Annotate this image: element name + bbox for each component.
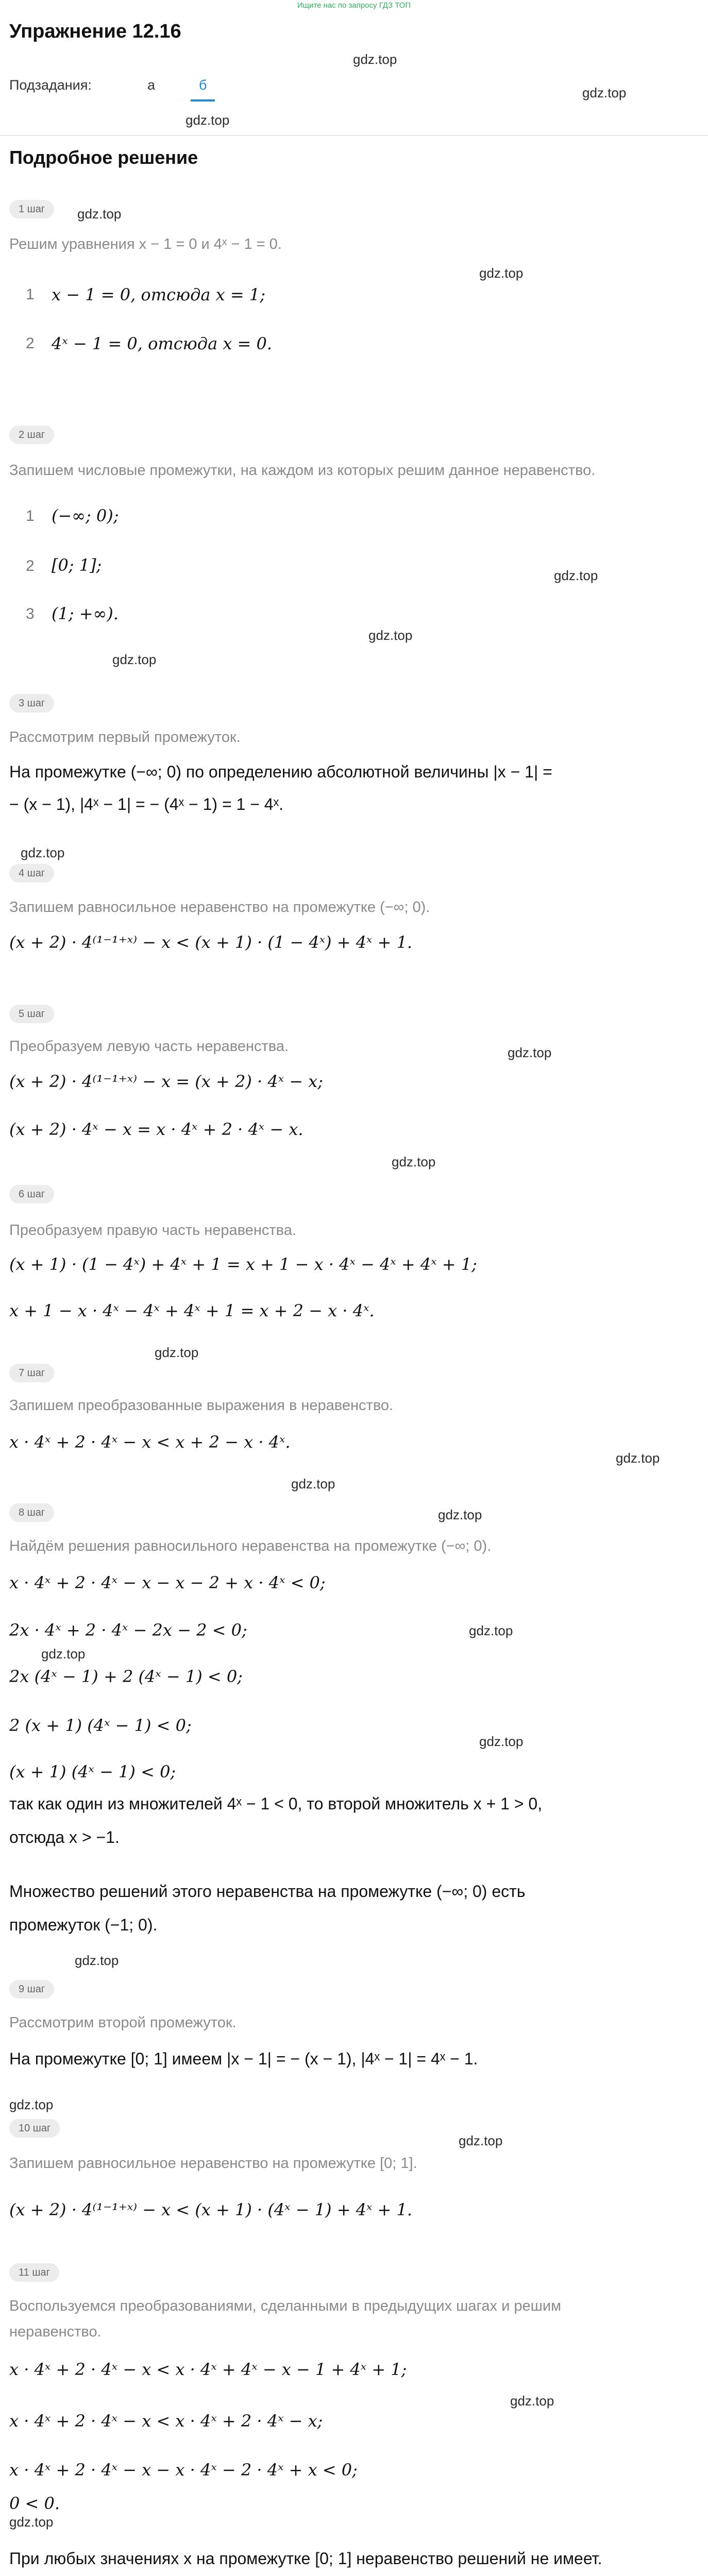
watermark: gdz.top — [41, 1646, 86, 1662]
text-line: На промежутке [0; 1] имеем |x − 1| = − (x − 1), |4ˣ − 1| = 4ˣ − 1. — [9, 2049, 478, 2068]
top-notice[interactable]: Ищите нас по запросу ГДЗ ТОП — [297, 1, 411, 10]
text-line: На промежутке (−∞; 0) по определению абсолютной величины |x − 1| = — [9, 762, 552, 781]
watermark: gdz.top — [77, 206, 122, 222]
step-label-9: 9 шаг — [9, 1980, 54, 1998]
formula-line: (x + 1) · (1 − 4ˣ) + 4ˣ + 1 = x + 1 − x · 4ˣ − 4ˣ + 4ˣ + 1; — [9, 1255, 477, 1274]
watermark: gdz.top — [186, 112, 230, 128]
text-line: отсюда x > −1. — [9, 1828, 120, 1846]
list-number: 2 — [26, 557, 35, 574]
formula-line: x · 4ˣ + 2 · 4ˣ − x < x · 4ˣ + 2 · 4ˣ − x; — [9, 2411, 323, 2431]
text-line: промежуток (−1; 0). — [9, 1916, 158, 1934]
step-label-2: 2 шаг — [9, 426, 54, 444]
list-item: [0; 1]; — [52, 555, 102, 575]
watermark: gdz.top — [9, 2514, 54, 2530]
step-note-4: Запишем равносильное неравенство на промежутке (−∞; 0). — [9, 899, 430, 916]
watermark: gdz.top — [459, 2133, 503, 2148]
step-label-11: 11 шаг — [9, 2263, 59, 2282]
watermark: gdz.top — [112, 652, 157, 667]
step-note-7: Запишем преобразованные выражения в неравенство. — [9, 1397, 394, 1414]
step-label-1: 1 шаг — [9, 200, 54, 218]
step-note-11: Воспользуемся преобразованиями, сделанными в предыдущих шагах и решим — [9, 2298, 562, 2314]
list-number: 1 — [26, 286, 35, 303]
watermark: gdz.top — [616, 1450, 660, 1466]
watermark: gdz.top — [368, 628, 413, 643]
step-note-10: Запишем равносильное неравенство на промежутке [0; 1]. — [9, 2155, 417, 2172]
step-note-6: Преобразуем правую часть неравенства. — [9, 1222, 296, 1239]
formula-line: 2 (x + 1) (4ˣ − 1) < 0; — [9, 1716, 192, 1735]
watermark: gdz.top — [291, 1476, 335, 1492]
step-label-10: 10 шаг — [9, 2119, 60, 2138]
formula-line: x · 4ˣ + 2 · 4ˣ − x < x + 2 − x · 4ˣ. — [9, 1432, 291, 1452]
watermark: gdz.top — [582, 85, 627, 100]
watermark: gdz.top — [75, 1953, 119, 1968]
watermark: gdz.top — [353, 52, 397, 67]
step-label-3: 3 шаг — [9, 694, 54, 713]
formula-line: x · 4ˣ + 2 · 4ˣ − x − x − 2 + x · 4ˣ < 0; — [9, 1573, 326, 1592]
text-line: − (x − 1), |4ˣ − 1| = − (4ˣ − 1) = 1 − 4ˣ. — [9, 795, 283, 814]
section-title: Подробное решение — [9, 147, 198, 168]
text-line: При любых значениях x на промежутке [0; 1] неравенство решений не имеет. — [9, 2549, 602, 2568]
formula-line: (x + 2) · 4ˣ − x = x · 4ˣ + 2 · 4ˣ − x. — [9, 1120, 304, 1139]
step-label-5: 5 шаг — [9, 1005, 54, 1023]
formula-line: x + 1 − x · 4ˣ − 4ˣ + 4ˣ + 1 = x + 2 − x · 4ˣ. — [9, 1301, 375, 1320]
step-label-4: 4 шаг — [9, 864, 54, 883]
list-item: x − 1 = 0, отсюда x = 1; — [52, 285, 265, 304]
list-item: 4ˣ − 1 = 0, отсюда x = 0. — [52, 334, 273, 353]
watermark: gdz.top — [469, 1623, 513, 1638]
formula-line: (x + 1) (4ˣ − 1) < 0; — [9, 1762, 176, 1782]
watermark: gdz.top — [554, 568, 598, 583]
formula-line: (x + 2) · 4⁽¹⁻¹⁺ˣ⁾ − x < (x + 1) · (4ˣ − 1) + 4ˣ + 1. — [9, 2200, 413, 2219]
watermark: gdz.top — [392, 1154, 436, 1170]
watermark: gdz.top — [155, 1345, 199, 1360]
list-item: (1; +∞). — [52, 604, 119, 623]
watermark: gdz.top — [510, 2393, 554, 2409]
list-item: (−∞; 0); — [52, 506, 119, 526]
formula-line: 2x · 4ˣ + 2 · 4ˣ − 2x − 2 < 0; — [9, 1620, 247, 1640]
step-note-3: Рассмотрим первый промежуток. — [9, 729, 241, 745]
subtask-tab-a[interactable]: a — [147, 77, 156, 93]
formula-line: (x + 2) · 4⁽¹⁻¹⁺ˣ⁾ − x = (x + 2) · 4ˣ − x; — [9, 1072, 324, 1091]
step-note-9: Рассмотрим второй промежуток. — [9, 2014, 237, 2031]
step-label-7: 7 шаг — [9, 1364, 54, 1382]
subtasks-label: Подзадания: — [9, 77, 92, 93]
formula-line: 2x (4ˣ − 1) + 2 (4ˣ − 1) < 0; — [9, 1667, 243, 1686]
step-note-8: Найдём решения равносильного неравенства на промежутке (−∞; 0). — [9, 1538, 492, 1554]
formula-line: 0 < 0. — [9, 2494, 60, 2513]
watermark: gdz.top — [479, 265, 524, 281]
step-note-1: Решим уравнения x − 1 = 0 и 4ˣ − 1 = 0. — [9, 236, 282, 252]
formula-line: x · 4ˣ + 2 · 4ˣ − x < x · 4ˣ + 4ˣ − x − 1 + 4ˣ + 1; — [9, 2360, 407, 2379]
step-label-8: 8 шаг — [9, 1503, 54, 1522]
step-note-11: неравенство. — [9, 2324, 102, 2340]
text-line: так как один из множителей 4ˣ − 1 < 0, то второй множитель x + 1 > 0, — [9, 1794, 543, 1813]
watermark: gdz.top — [438, 1507, 482, 1522]
formula-line: (x + 2) · 4⁽¹⁻¹⁺ˣ⁾ − x < (x + 1) · (1 − 4ˣ) + 4ˣ + 1. — [9, 933, 413, 952]
list-number: 1 — [26, 507, 35, 524]
page-title: Упражнение 12.16 — [9, 21, 181, 42]
step-note-5: Преобразуем левую часть неравенства. — [9, 1038, 289, 1055]
divider — [0, 135, 708, 136]
text-line: Множество решений этого неравенства на промежутке (−∞; 0) есть — [9, 1882, 526, 1901]
subtask-tab-b[interactable]: б — [191, 77, 215, 101]
list-number: 3 — [26, 605, 35, 622]
list-number: 2 — [26, 335, 35, 352]
formula-line: x · 4ˣ + 2 · 4ˣ − x − x · 4ˣ − 2 · 4ˣ + x < 0; — [9, 2460, 358, 2480]
watermark: gdz.top — [479, 1734, 524, 1749]
watermark: gdz.top — [9, 2097, 54, 2112]
watermark: gdz.top — [21, 845, 65, 860]
step-label-6: 6 шаг — [9, 1185, 54, 1204]
watermark: gdz.top — [508, 1045, 552, 1060]
step-note-2: Запишем числовые промежутки, на каждом из которых решим данное неравенство. — [9, 462, 596, 479]
